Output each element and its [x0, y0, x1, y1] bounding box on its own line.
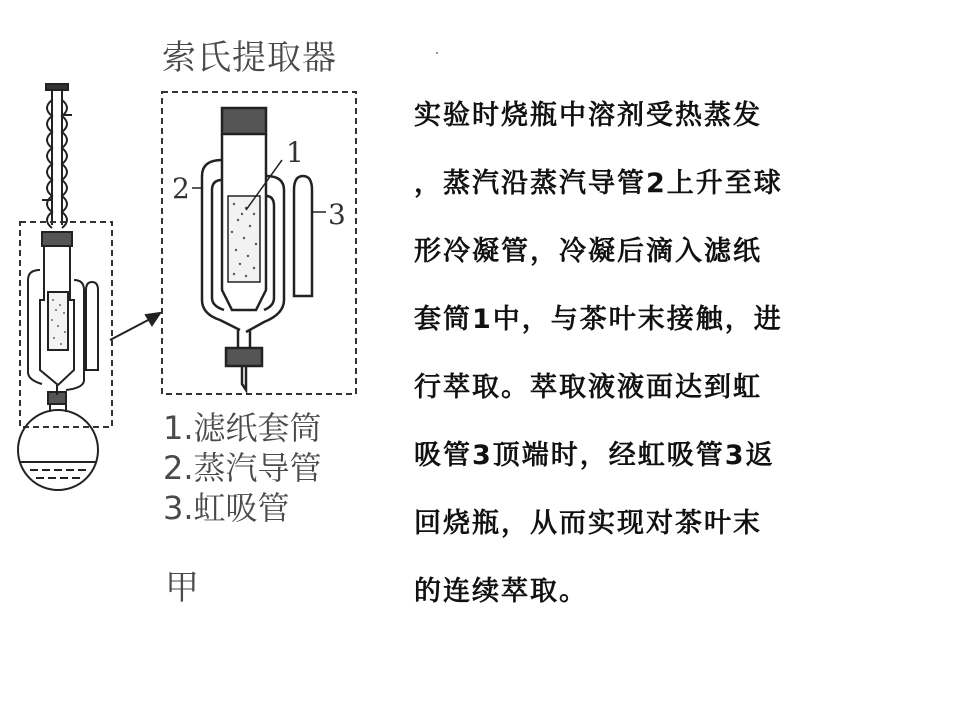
round-flask	[18, 404, 98, 490]
description-line: 吸管3顶端时，经虹吸管3返	[414, 440, 775, 471]
description-line: 实验时烧瓶中溶剂受热蒸发	[414, 100, 762, 131]
description-line: 回烧瓶，从而实现对茶叶末	[414, 508, 762, 539]
legend-item-siphon-tube: 3.虹吸管	[163, 489, 290, 527]
small-extractor	[28, 232, 98, 404]
description-line: 套筒1中，与茶叶末接触，进	[414, 304, 783, 335]
figure-legend	[163, 408, 322, 528]
figure-title: 索氏提取器	[162, 38, 337, 78]
description-line: 的连续萃取。	[414, 576, 588, 607]
ball-condenser	[42, 84, 72, 228]
legend-item-filter-sleeve: 1.滤纸套筒	[163, 409, 322, 447]
soxhlet-extractor-figure	[0, 0, 400, 620]
label-vapor-tube: 2	[172, 172, 190, 205]
stray-dot	[436, 52, 438, 54]
description-line: 行萃取。萃取液液面达到虹	[414, 372, 762, 403]
description-line: ，蒸汽沿蒸汽导管2上升至球	[414, 168, 783, 199]
zoom-arrow	[110, 313, 160, 340]
description-line: 形冷凝管，冷凝后滴入滤纸	[414, 236, 762, 267]
label-siphon-tube: 3	[328, 198, 346, 231]
legend-item-vapor-tube: 2.蒸汽导管	[163, 449, 322, 487]
label-filter-sleeve: 1	[286, 136, 304, 169]
description-text	[414, 82, 894, 626]
figure-caption: 甲	[165, 568, 199, 608]
